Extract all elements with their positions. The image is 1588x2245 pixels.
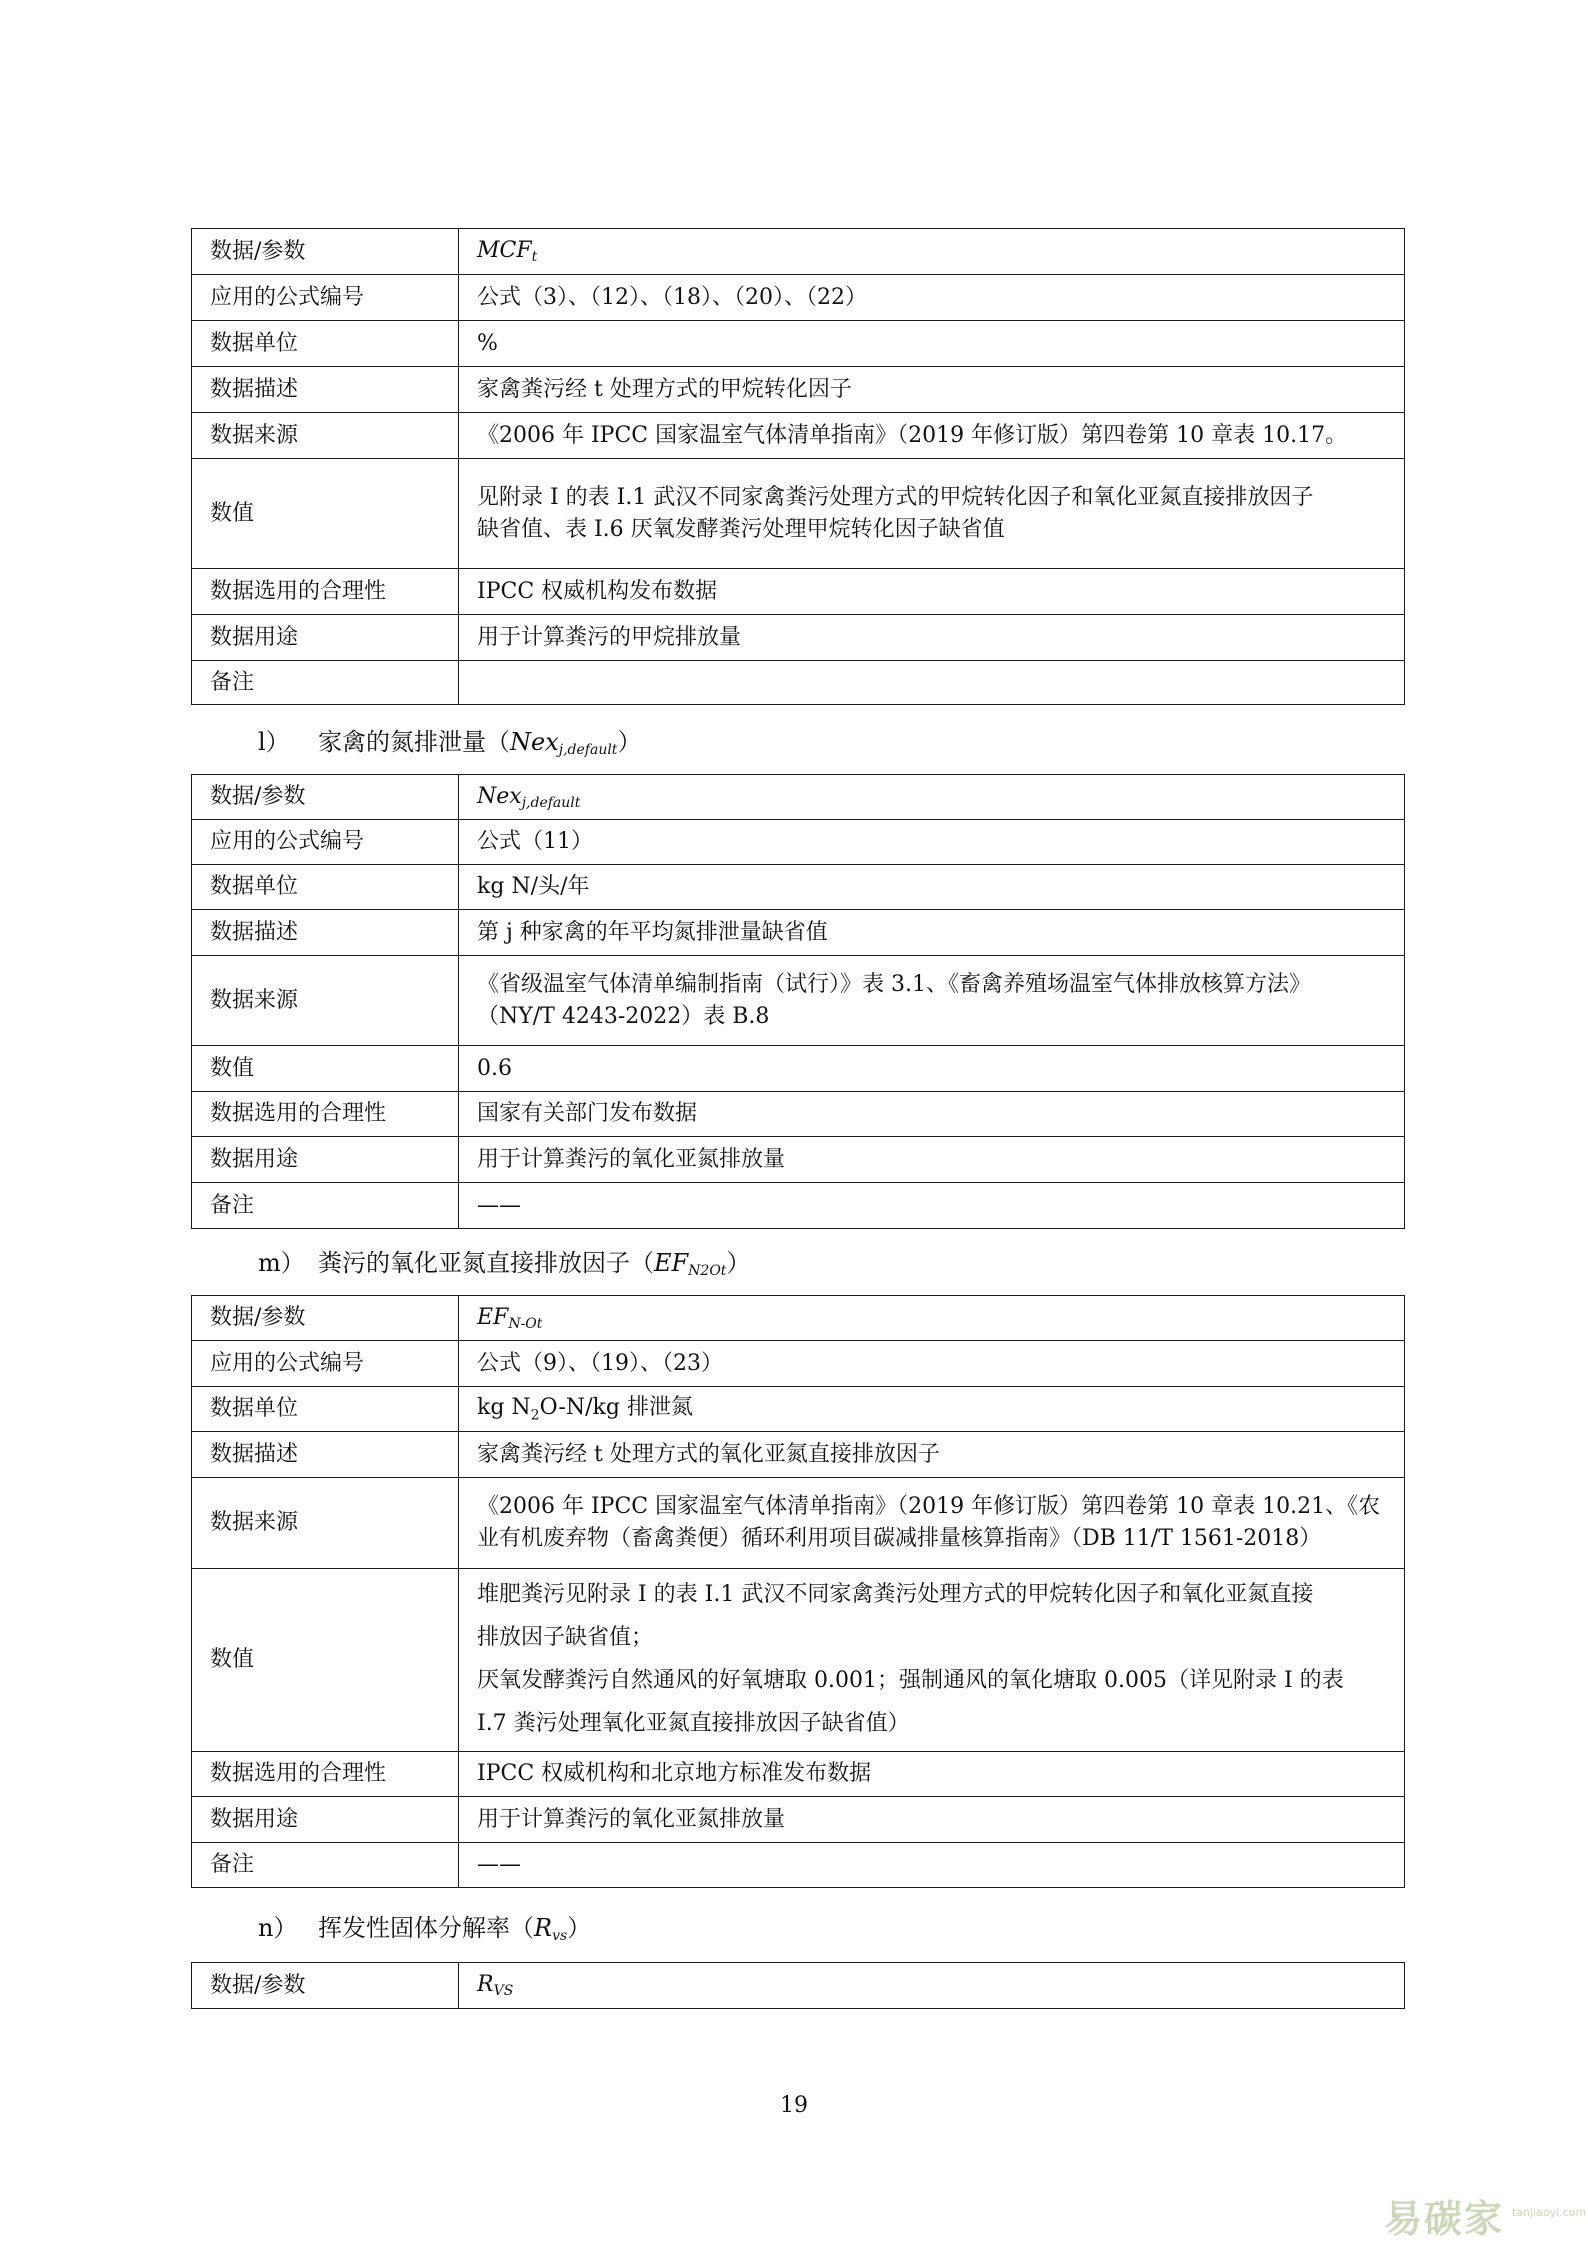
row-key: 数据单位 bbox=[192, 865, 459, 910]
row-value: 堆肥粪污见附录 I 的表 I.1 武汉不同家禽粪污处理方式的甲烷转化因子和氧化亚氮直接 排放因子缺省值； 厌氧发酵粪污自然通风的好氧塘取 0.001；强制通风的氧化塘取 0.005（详见附录 I 的表 I.7 粪污处理氧化亚氮直接排放因子缺省值） bbox=[459, 1569, 1405, 1752]
row-value: IPCC 权威机构发布数据 bbox=[459, 569, 1405, 615]
table-row bbox=[192, 413, 1405, 459]
row-key: 数据单位 bbox=[192, 1387, 459, 1432]
table-row bbox=[192, 569, 1405, 615]
section-heading-n: n） 挥发性固体分解率$(R_{vs})$ bbox=[258, 1914, 592, 1944]
row-key: 数据来源 bbox=[192, 1478, 459, 1569]
row-value: 公式（3）、（12）、（18）、（20）、（22） bbox=[459, 275, 1405, 321]
table-row bbox=[192, 321, 1405, 367]
row-key: 数值 bbox=[192, 459, 459, 569]
table-row bbox=[192, 1387, 1405, 1432]
table-row bbox=[192, 1046, 1405, 1092]
row-key: 数据描述 bbox=[192, 367, 459, 413]
watermark-logo bbox=[1384, 2188, 1587, 2241]
table-row bbox=[192, 1843, 1405, 1888]
row-key: 应用的公式编号 bbox=[192, 1341, 459, 1387]
row-key: 数据来源 bbox=[192, 956, 459, 1046]
row-key: 数据单位 bbox=[192, 321, 459, 367]
row-value: $MCF_t$ bbox=[459, 229, 1405, 275]
row-value: 0.6 bbox=[459, 1046, 1405, 1092]
page-number: 19 bbox=[780, 2093, 808, 2118]
row-value: 国家有关部门发布数据 bbox=[459, 1092, 1405, 1137]
row-key: 数据选用的合理性 bbox=[192, 1092, 459, 1137]
row-value bbox=[459, 661, 1405, 705]
row-key: 数值 bbox=[192, 1046, 459, 1092]
row-value: 第 j 种家禽的年平均氮排泄量缺省值 bbox=[459, 910, 1405, 956]
row-key: 应用的公式编号 bbox=[192, 275, 459, 321]
table-row bbox=[192, 275, 1405, 321]
row-key: 数据用途 bbox=[192, 615, 459, 661]
row-key: 数据用途 bbox=[192, 1797, 459, 1843]
row-value: 公式（9）、（19）、（23） bbox=[459, 1341, 1405, 1387]
table-row bbox=[192, 1478, 1405, 1569]
row-key: 备注 bbox=[192, 1843, 459, 1888]
row-key: 数据选用的合理性 bbox=[192, 569, 459, 615]
row-value: 家禽粪污经 t 处理方式的甲烷转化因子 bbox=[459, 367, 1405, 413]
row-value: $EF_{N-Ot}$ bbox=[459, 1296, 1405, 1341]
table-row bbox=[192, 910, 1405, 956]
table-row bbox=[192, 459, 1405, 569]
table-row bbox=[192, 1432, 1405, 1478]
row-key: 数据描述 bbox=[192, 1432, 459, 1478]
section-heading-m: m） 粪污的氧化亚氮直接排放因子$(EF_{N2Ot})$ bbox=[258, 1249, 751, 1279]
row-key: 备注 bbox=[192, 1183, 459, 1229]
row-value: —— bbox=[459, 1843, 1405, 1888]
table-nex bbox=[191, 774, 1405, 1229]
table-row bbox=[192, 1092, 1405, 1137]
row-key: 数据/参数 bbox=[192, 1296, 459, 1341]
row-key: 数据用途 bbox=[192, 1137, 459, 1183]
row-key: 数据来源 bbox=[192, 413, 459, 459]
row-value: $R_{VS}$ bbox=[459, 1963, 1405, 2009]
row-value: 《2006 年 IPCC 国家温室气体清单指南》（2019 年修订版）第四卷第 10 章表 10.21、《农 业有机废弃物（畜禽粪便）循环利用项目碳减排量核算指南》（DB 11/T 1561-2018） bbox=[459, 1478, 1405, 1569]
table-row bbox=[192, 820, 1405, 865]
table-row bbox=[192, 661, 1405, 705]
row-value: Nex$_{j,default}$ bbox=[459, 775, 1405, 820]
row-value: 见附录 I 的表 I.1 武汉不同家禽粪污处理方式的甲烷转化因子和氧化亚氮直接排放因子 缺省值、表 I.6 厌氧发酵粪污处理甲烷转化因子缺省值 bbox=[459, 459, 1405, 569]
table-row bbox=[192, 956, 1405, 1046]
watermark-url: tanjiaoyi.com bbox=[1512, 2206, 1587, 2219]
row-value: 公式（11） bbox=[459, 820, 1405, 865]
row-value: % bbox=[459, 321, 1405, 367]
table-row bbox=[192, 1569, 1405, 1752]
table-row bbox=[192, 1797, 1405, 1843]
table-row bbox=[192, 1137, 1405, 1183]
table-row bbox=[192, 1296, 1405, 1341]
table-row bbox=[192, 865, 1405, 910]
table-ef bbox=[191, 1295, 1405, 1888]
table-row bbox=[192, 1752, 1405, 1797]
row-value: IPCC 权威机构和北京地方标准发布数据 bbox=[459, 1752, 1405, 1797]
row-value: kg $N_2O-N/kg$ 排泄氮 bbox=[459, 1387, 1405, 1432]
row-value: 家禽粪污经 t 处理方式的氧化亚氮直接排放因子 bbox=[459, 1432, 1405, 1478]
table-mcf bbox=[191, 228, 1405, 705]
row-key: 应用的公式编号 bbox=[192, 820, 459, 865]
table-row bbox=[192, 615, 1405, 661]
row-value: 用于计算粪污的氧化亚氮排放量 bbox=[459, 1137, 1405, 1183]
row-key: 数据/参数 bbox=[192, 229, 459, 275]
table-row bbox=[192, 1341, 1405, 1387]
row-key: 数据/参数 bbox=[192, 775, 459, 820]
row-value: kg N/头/年 bbox=[459, 865, 1405, 910]
table-row bbox=[192, 1183, 1405, 1229]
row-value: 用于计算粪污的氧化亚氮排放量 bbox=[459, 1797, 1405, 1843]
table-row bbox=[192, 229, 1405, 275]
row-key: 数值 bbox=[192, 1569, 459, 1752]
row-value: 《2006 年 IPCC 国家温室气体清单指南》（2019 年修订版）第四卷第 10 章表 10.17。 bbox=[459, 413, 1405, 459]
row-value: —— bbox=[459, 1183, 1405, 1229]
row-key: 数据选用的合理性 bbox=[192, 1752, 459, 1797]
row-value: 用于计算粪污的甲烷排放量 bbox=[459, 615, 1405, 661]
row-value: 《省级温室气体清单编制指南（试行）》表 3.1、《畜禽养殖场温室气体排放核算方法》 （NY/T 4243-2022）表 B.8 bbox=[459, 956, 1405, 1046]
table-row bbox=[192, 367, 1405, 413]
table-row bbox=[192, 775, 1405, 820]
row-key: 数据描述 bbox=[192, 910, 459, 956]
row-key: 备注 bbox=[192, 661, 459, 705]
watermark-text: 易碳家 bbox=[1384, 2197, 1505, 2241]
section-heading-l: l） 家禽的氮排泄量（Nex$_{j,default}$） bbox=[258, 728, 642, 758]
table-rvs bbox=[191, 1962, 1405, 2009]
row-key: 数据/参数 bbox=[192, 1963, 459, 2009]
table-row bbox=[192, 1963, 1405, 2009]
